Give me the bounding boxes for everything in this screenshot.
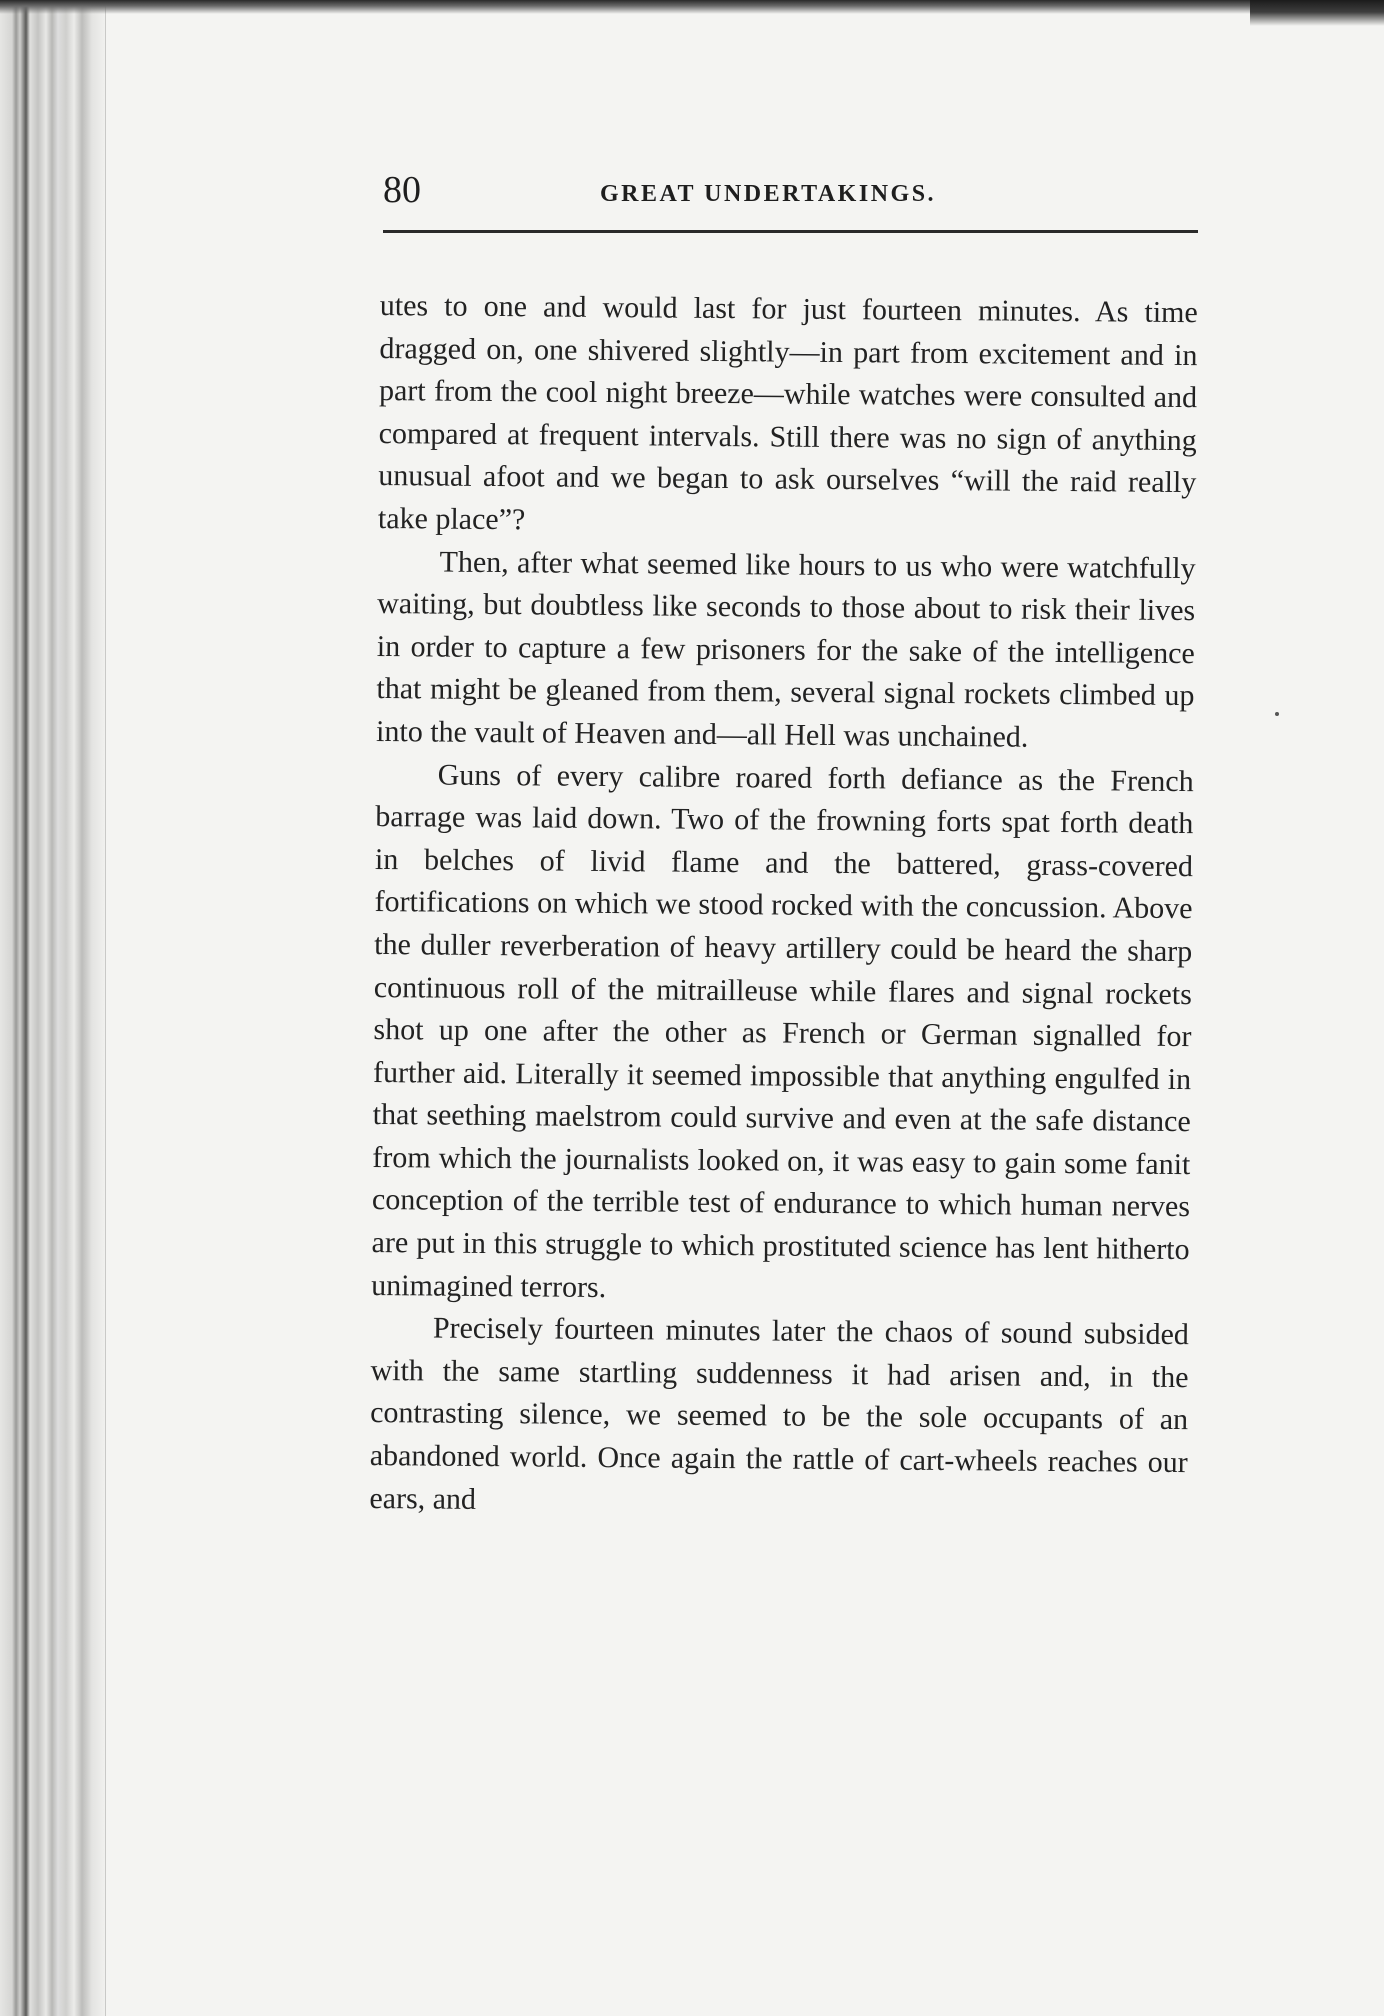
top-shadow: [0, 0, 1384, 14]
paragraph-4: Precisely fourteen minutes later the chaos of sound subsided with the same startling suddenness it had arisen and, in the contrasting silence, we seemed to be the sole occupants of an abandoned world. Once again the rattle of cart-wheels reaches our ears, and: [369, 1311, 1190, 1516]
running-head: GREAT UNDERTAKINGS.: [600, 181, 937, 207]
page-number: 80: [383, 169, 421, 211]
paragraph-2: Then, after what seemed like hours to us who were watchfully waiting, but doubtless like seconds to those about to risk their lives in order to capture a few prisoners for the sake of the intelligence that might be gleaned from them, several signal rockets climbed up into the vault of Heaven and—all Hell was unchained.: [375, 545, 1196, 754]
paragraph-1: utes to one and would last for just fourteen minutes. As time dragged on, one shivered slightly—in part from excitement and in part from the cool night breeze—while watches were consulted and compared at frequent intervals. Still there was no sign of anything unusual afoot and we began to ask ourselves “will the raid really take place”?: [377, 288, 1198, 537]
book-spine: [0, 0, 105, 2016]
top-right-shadow: [1250, 0, 1384, 26]
dust-speck: [1275, 712, 1279, 716]
body-text: [369, 285, 1198, 1527]
paragraph-3: Guns of every calibre roared forth defiance as the French barrage was laid down. Two of the frowning forts spat forth death in belches of livid flame and the battered, grass-covered fortifications on which we stood rocked with the concussion. Above the duller reverberation of heavy artillery could be heard the sharp continuous roll of the mitrailleuse while flares and signal rockets shot up one after the other as French or German signalled for further aid. Literally it seemed impossible that anything engulfed in that seething maelstrom could survive and even at the safe distance from which the journalists looked on, it was easy to gain some fanit conception of the terrible test of endurance to which human nerves are put in this struggle to which prostituted science has lent hitherto unimagined terrors.: [371, 758, 1194, 1304]
page-header: [383, 168, 1198, 228]
page-edge: [105, 0, 106, 2016]
header-rule: [383, 230, 1198, 233]
